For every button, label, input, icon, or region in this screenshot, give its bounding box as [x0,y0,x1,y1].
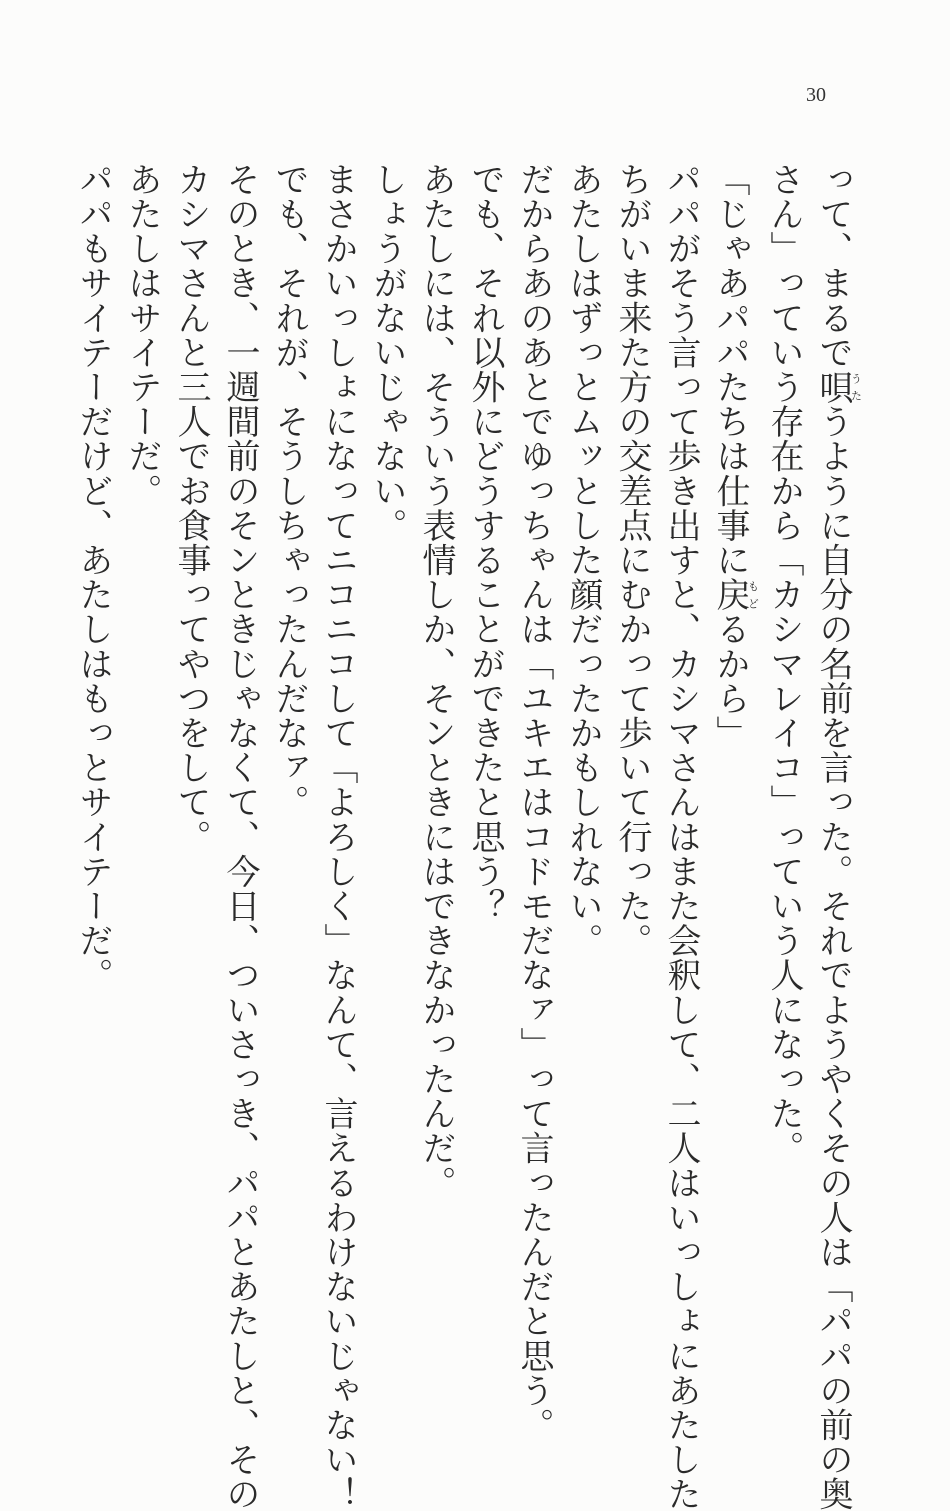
ruby-base: 戻 [710,577,750,612]
text-line: でも、それ以外にどうすることができたと思う？ [465,162,505,924]
text-line [808,162,863,1511]
page-number: 30 [806,84,826,106]
text-line: カシマさんと三人でお食事ってやつをして。 [171,162,211,854]
body-text [68,162,863,1511]
text-line: パパがそう言って歩き出すと、カシマさんはまた会釈して、二人はいっしょにあたした [661,162,701,1511]
text-line: さん」っていう存在から「カシマレイコ」っていう人になった。 [764,162,804,1166]
ruby-reading: うた [849,369,863,405]
ruby-reading: もど [746,577,760,612]
text-segment: うように自分の名前を言った。それでようやくその人は「パパの前の奥 [813,404,853,1511]
ruby-annotation [813,369,863,405]
text-line: パパもサイテーだけど、あたしはもっとサイテーだ。 [73,162,113,993]
text-line: だからあのあとでゆっちゃんは「ユキエはコドモだなァ」って言ったんだと思う。 [514,162,554,1443]
text-line: あたしには、そういう表情しか、そンときにはできなかったんだ。 [416,162,456,1200]
text-line: そのとき、一週間前のそンときじゃなくて、今日、ついさっき、パパとあたしと、その [220,162,260,1511]
text-segment: 「じゃあパパたちは仕事に [710,162,750,578]
text-line: しょうがないじゃない。 [367,162,407,543]
text-line: でも、それが、そうしちゃったんだなァ。 [269,162,309,820]
ruby-annotation [710,577,760,612]
ruby-base: 唄 [813,369,853,405]
text-line: あたしはずっとムッとした顔だったかもしれない。 [563,162,603,958]
text-segment: って、まるで [813,162,853,370]
text-segment: るから」 [710,611,750,751]
text-line [705,162,759,1292]
text-line: まさかいっしょになってニコニコして「よろしく」なんて、言えるわけないじゃない！ [318,162,358,1511]
text-line: あたしはサイテーだ。 [122,162,162,508]
text-line: ちがいま来た方の交差点にむかって歩いて行った。 [612,162,652,958]
